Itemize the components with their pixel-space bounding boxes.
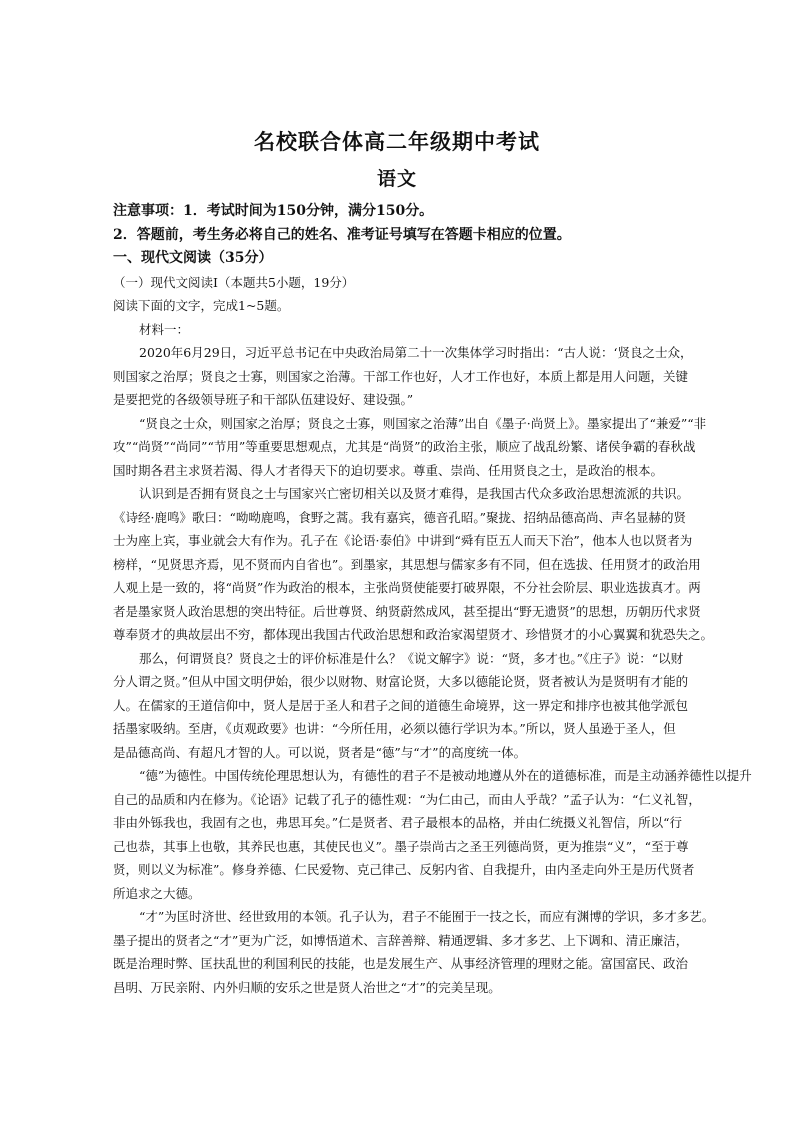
text-line: 自己的品质和内在修为。《论语》记载了孔子的德性观：“为仁由己，而由人乎哉？”孟子认为：“仁义礼智， — [113, 791, 701, 807]
text-line: 贤，则以义为标准”。修身养德、仁民爱物、克己律己、反躬内省、自我提升，由内圣走向外王是历代贤者 — [113, 862, 695, 877]
text-line: 认识到是否拥有贤良之士与国家兴亡密切相关以及贤才难得，是我国古代众多政治思想流派的共识。 — [139, 486, 690, 501]
text-line: 己也恭，其事上也敬，其养民也惠，其使民也义”。墨子崇尚古之圣王列德尚贤，更为推崇“义”，“至于尊 — [113, 838, 689, 854]
text-line: 括墨家吸纳。至唐，《贞观政要》也讲：“今所任用，必须以德行学识为本。”所以，贤人虽逊于圣人，但 — [113, 721, 676, 736]
text-line: 是要把党的各级领导班子和干部队伍建设好、建设强。” — [113, 392, 414, 407]
text-line: 国时期各君主求贤若渴、得人才者得天下的迫切要求。尊重、崇尚、任用贤良之士，是政治的根本。 — [113, 462, 664, 478]
text-line: “贤良之士众，则国家之治厚；贤良之士寡，则国家之治薄”出自《墨子·尚贤上》。墨家提出了“兼爱”“非 — [139, 415, 707, 431]
text-line: 墨子提出的贤者之“才”更为广泛，如博悟道术、言辞善辩、精通逻辑、多才多艺、上下调和、清正廉洁， — [113, 932, 689, 948]
text-line: 那么，何谓贤良？贤良之士的评价标准是什么？《说文解字》说：“贤，多才也。”《庄子》说：“以财 — [139, 650, 684, 666]
text-line: 是品德高尚、有超凡才智的人。可以说，贤者是“德”与“才”的高度统一体。 — [113, 744, 527, 760]
exam-title: 名校联合体高二年级期中考试 — [254, 129, 540, 154]
notice-line-1: 注意事项：1．考试时间为150分钟，满分150分。 — [113, 203, 434, 219]
text-line: 2020年6月29日，习近平总书记在中央政治局第二十一次集体学习时指出：“古人说：‘贤良之士众， — [139, 345, 693, 360]
text-line: 所追求之大德。 — [113, 885, 201, 901]
text-line: 士为座上宾，事业就会大有作为。孔子在《论语·泰伯》中讲到“舜有臣五人而天下治”，他本人也以贤者为 — [113, 533, 693, 548]
text-line: 既是治理时弊、匡扶乱世的利国利民的技能，也是发展生产、从事经济管理的理财之能。富国富民、政治 — [113, 956, 689, 971]
text-line: 尊奉贤才的典故层出不穷，都体现出我国古代政治思想和政治家渴望贤才、珍惜贤才的小心翼翼和犹恐失之。 — [113, 627, 714, 642]
text-line: 昌明、万民亲附、内外归顺的安乐之世是贤人治世之“才”的完美呈现。 — [113, 979, 501, 995]
subject-title: 语文 — [376, 168, 417, 190]
section-heading: 一、现代文阅读（35分） — [113, 250, 273, 266]
text-line: 《诗经·鹿鸣》歌曰：“呦呦鹿鸣，食野之蒿。我有嘉宾，德音孔昭。”聚拢、招纳品德高尚、声名显赫的贤 — [113, 509, 687, 525]
material-label: 材料一： — [139, 321, 190, 337]
text-line: 者是墨家贤人政治思想的突出特征。后世尊贤、纳贤蔚然成风，甚至提出“野无遗贤”的思想，历朝历代求贤 — [113, 603, 701, 619]
text-line: 攻”“尚贤”“尚同”“节用”等重要思想观点，尤其是“尚贤”的政治主张，顺应了战乱纷繁、诸侯争霸的春秋战 — [113, 439, 696, 454]
text-line: 非由外铄我也，我固有之也，弗思耳矣。”仁是贤者、君子最根本的品格，并由仁统摄义礼智信，所以“行 — [113, 815, 683, 830]
text-line: 分人谓之贤。”但从中国文明伊始，很少以财物、财富论贤，大多以德能论贤，贤者被认为是贤明有才能的 — [113, 674, 689, 689]
text-line: 人。在儒家的王道信仰中，贤人是居于圣人和君子之间的道德生命境界，这一界定和排序也被其他学派包 — [113, 697, 689, 713]
text-line: 则国家之治厚；贤良之士寡，则国家之治薄。干部工作也好，人才工作也好，本质上都是用人问题，关键 — [113, 368, 689, 384]
notice-line-2: 2．答题前，考生务必将自己的姓名、准考证号填写在答题卡相应的位置。 — [113, 226, 571, 243]
text-line: “德”为德性。中国传统伦理思想认为，有德性的君子不是被动地遵从外在的道德标准，而是主动涵养德性以提升 — [139, 768, 752, 783]
text-line: 人观上是一致的，将“尚贤”作为政治的根本，主张尚贤使能要打破界限，不分社会阶层、职业选拔真才。两 — [113, 580, 701, 595]
exam-body — [113, 200, 794, 999]
sub-section-heading: （一）现代文阅读Ⅰ（本题共5小题，19分） — [113, 274, 355, 290]
text-line: “才”为匡时济世、经世致用的本领。孔子认为，君子不能囿于一技之长，而应有渊博的学识，多才多艺。 — [139, 909, 715, 924]
text-line: 榜样，“见贤思齐焉，见不贤而内自省也”。到墨家，其思想与儒家多有不同，但在选拔、任用贤才的政治用 — [113, 556, 701, 572]
reading-instruction: 阅读下面的文字，完成1~5题。 — [113, 298, 290, 313]
